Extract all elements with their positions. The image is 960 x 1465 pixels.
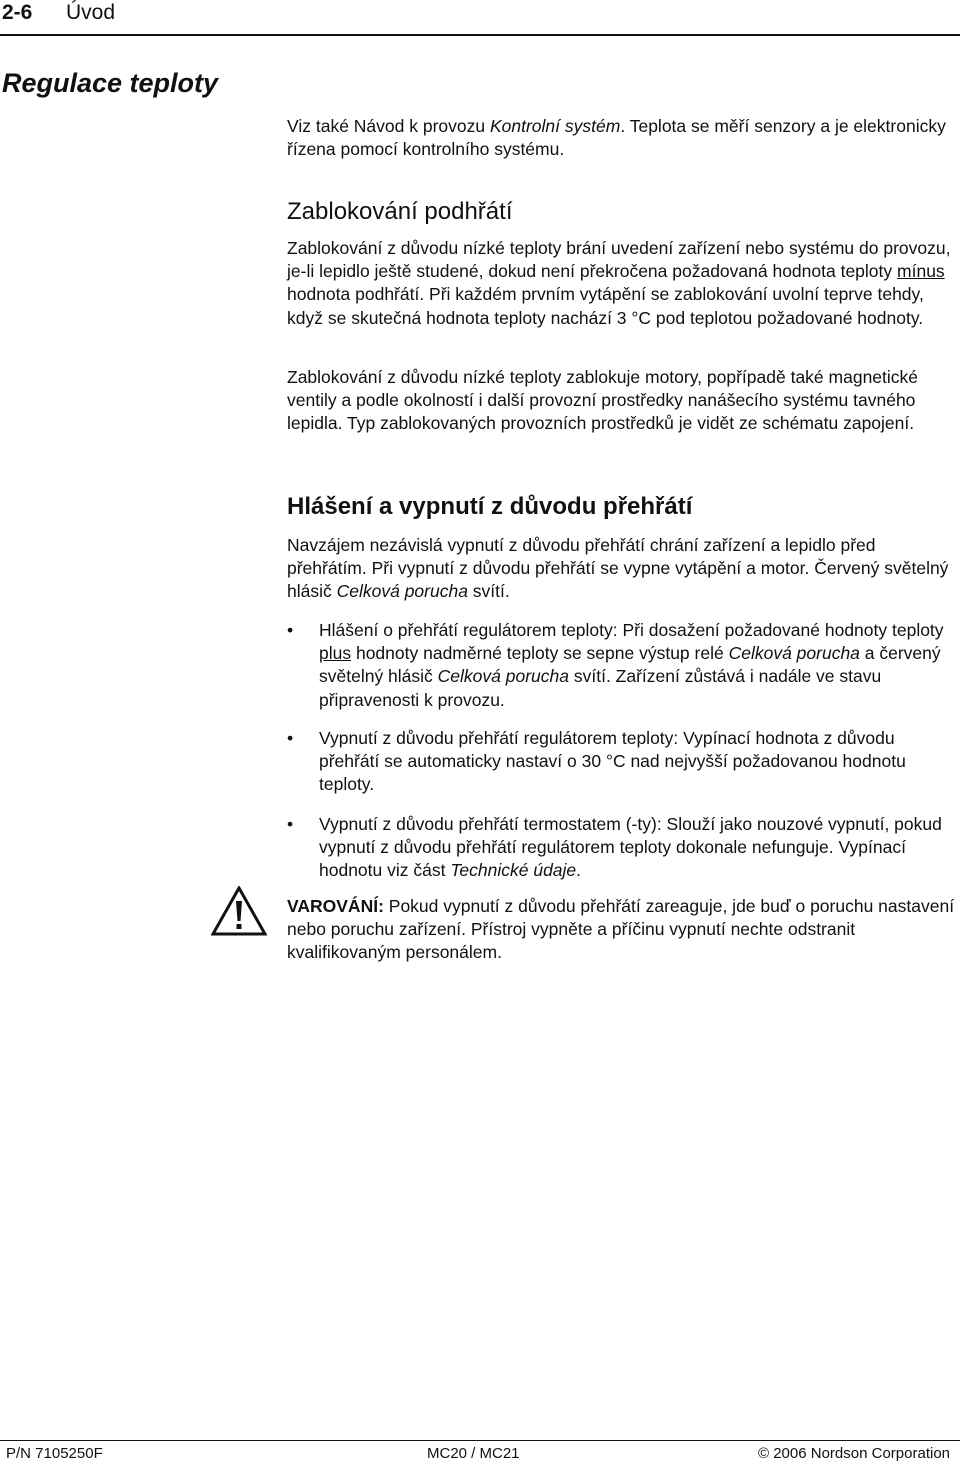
warning-text: Pokud vypnutí z důvodu přehřátí zareaguje, jde buď o poruchu nastavení nebo poruchu zařízení. Přístroj vypněte a příčinu vypnutí nechte odstranit kvalifikovaným personálem.	[287, 896, 955, 963]
li1-underlined: plus	[319, 643, 352, 664]
li3-text-b: .	[576, 860, 582, 881]
heading-zablokovani: Zablokování podhřátí	[287, 198, 513, 225]
list-item-text	[319, 619, 959, 712]
header-rule	[0, 34, 960, 36]
bullet-icon: •	[287, 620, 294, 640]
li1-text-d: svítí. Zařízení zůstává i nadále ve stavu připravenosti k provozu.	[319, 666, 882, 710]
intro-text-b: . Teplota se měří senzory a je elektronicky řízena pomocí kontrolního systému.	[287, 116, 946, 160]
warning-triangle-icon	[211, 886, 267, 941]
p2-text-b: svítí.	[467, 581, 510, 602]
li3-italic: Technické údaje	[450, 860, 577, 881]
li1-text-a: Hlášení o přehřátí regulátorem teploty: Při dosažení požadované hodnoty teploty	[319, 620, 944, 640]
li3-text-a: Vypnutí z důvodu přehřátí termostatem (-ty): Slouží jako nouzové vypnutí, pokud vypnutí z důvodu přehřátí regulátorem teploty dokonale nefunguje. Vypínací hodnotu viz část	[319, 814, 942, 881]
paragraph-underheat-1	[287, 237, 960, 330]
li1-text-b: hodnoty nadměrné teploty se sepne výstup relé	[351, 643, 729, 664]
p2-italic: Celková porucha	[336, 581, 468, 602]
list-item-text	[319, 813, 959, 883]
paragraph-underheat-2: Zablokování z důvodu nízké teploty zablokuje motory, popřípadě také magnetické ventily a podle okolností i další provozní prostředky nanášecího systému tavného lepidla. Typ zablokovaných provozních prostředků je vidět ze schématu zapojení.	[287, 367, 919, 434]
li1-italic-2: Celková porucha	[437, 666, 569, 687]
section-title: Regulace teploty	[2, 68, 219, 98]
bullet-icon: •	[287, 814, 294, 834]
chapter-title: Úvod	[66, 1, 116, 24]
paragraph-overheat	[287, 534, 960, 604]
warning-label: VAROVÁNÍ:	[287, 896, 384, 916]
intro-paragraph	[287, 115, 960, 161]
page-number: 2-6	[2, 1, 33, 24]
p2-text-a: Navzájem nezávislá vypnutí z důvodu přehřátí chrání zařízení a lepidlo před přehřátím. Při vypnutí z důvodu přehřátí se vypne vytápění a motor. Červený světelný hlásič	[287, 535, 949, 602]
bullet-icon: •	[287, 728, 294, 748]
intro-italic-ref: Kontrolní systém	[489, 116, 621, 136]
p1-text-b: hodnota podhřátí. Při každém prvním vytápění se zablokování uvolní teprve tehdy, když se skutečná hodnota teploty nachází 3 °C pod teplotou požadované hodnoty.	[287, 284, 924, 328]
p1-underlined: mínus	[897, 261, 945, 282]
footer-copyright: © 2006 Nordson Corporation	[758, 1445, 950, 1462]
footer-part-number: P/N 7105250F	[6, 1445, 103, 1462]
intro-text-a: Viz také Návod k provozu	[287, 116, 490, 136]
li1-italic-1: Celková porucha	[728, 643, 860, 664]
heading-prehrati: Hlášení a vypnutí z důvodu přehřátí	[287, 493, 693, 520]
footer-model: MC20 / MC21	[427, 1445, 520, 1462]
footer-rule	[0, 1440, 960, 1441]
p1-text-a: Zablokování z důvodu nízké teploty brání uvedení zařízení nebo systému do provozu, je-li lepidlo ještě studené, dokud není překročena požadovaná hodnota teploty	[287, 238, 951, 282]
li1-text-c: a červený světelný hlásič	[319, 643, 941, 687]
warning-paragraph	[287, 895, 960, 965]
list-item-text: Vypnutí z důvodu přehřátí regulátorem teploty: Vypínací hodnota z důvodu přehřátí se automaticky nastaví o 30 °C nad nejvyšší požadovanou hodnotu teploty.	[319, 728, 906, 795]
